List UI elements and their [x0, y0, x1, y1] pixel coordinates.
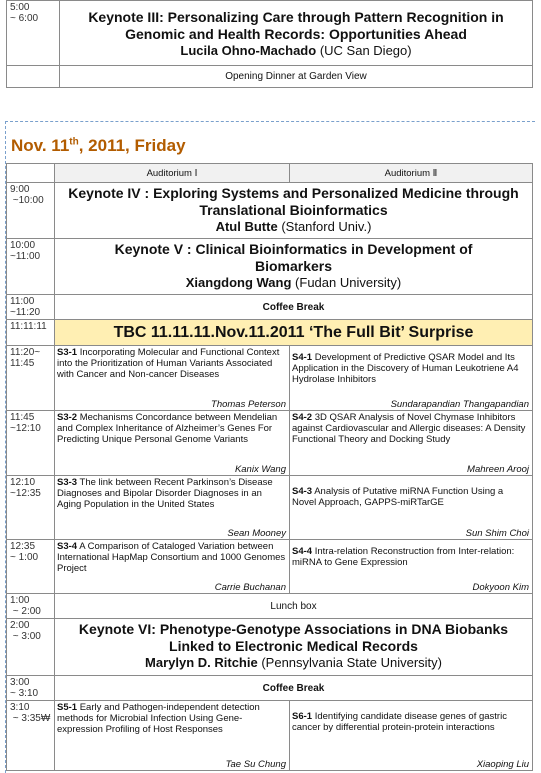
time-cell: 11:11:11: [7, 320, 55, 346]
keynote5-cell: [55, 239, 533, 295]
time-cell: 11:00 ~11:20: [7, 295, 55, 320]
session-s4-4: S4-4 Intra-relation Reconstruction from Inter-relation: miRNA to Gene Expression Dokyoon Kim: [290, 540, 533, 594]
lunch-cell: Lunch box: [55, 594, 533, 619]
time-cell: 1:00 ~ 2:00: [7, 594, 55, 619]
section-divider: [5, 121, 535, 122]
keynote3-cell: [60, 1, 533, 66]
day-heading: Nov. 11th, 2011, Friday: [11, 136, 186, 155]
session-s4-1: S4-1 Development of Predictive QSAR Model and Its Application in the Discovery of Human Leukotriene A4 Hydrolase Inhibitors Sundarapandian Thangapandian: [290, 346, 533, 411]
schedule-table: [6, 163, 533, 771]
empty-time-cell: [7, 66, 60, 88]
coffee-break-1: Coffee Break: [55, 295, 533, 320]
auditorium-1-header: Auditorium Ⅰ: [55, 164, 290, 183]
keynote6-title: Keynote VI: Phenotype-Genotype Associations in DNA Biobanks Linked to Electronic Medical Records: [78, 621, 509, 654]
keynote4-speaker: Atul Butte (Stanford Univ.): [215, 219, 372, 234]
session-s5-1: S5-1 Early and Pathogen-independent detection methods for Microbial Infection Using Gene-expression Profiling of Host Responses Tae Su Chung: [55, 701, 290, 771]
session-s4-3: S4-3 Analysis of Putative miRNA Function Using a Novel Approach, GAPPS-miRTarGE Sun Shim Choi: [290, 476, 533, 540]
keynote5-speaker: Xiangdong Wang (Fudan University): [185, 275, 402, 290]
time-cell: 12:10 ~12:35: [7, 476, 55, 540]
keynote5-title: Keynote V : Clinical Bioinformatics in Development of Biomarkers: [114, 241, 473, 274]
day1-evening-table: [6, 0, 533, 88]
session-s3-4: S3-4 A Comparison of Cataloged Variation between International HapMap Consortium and 1000 Genomes Project Carrie Buchanan: [55, 540, 290, 594]
keynote3-title: Keynote III: Personalizing Care through Pattern Recognition in Genomic and Health Records: Opportunities Ahead: [88, 9, 504, 42]
session-s3-1: S3-1 Incorporating Molecular and Functional Context into the Prioritization of Human Variants Associated with Cancer and Non-cancer Diseases Thomas Peterson: [55, 346, 290, 411]
session-s4-2: S4-2 3D QSAR Analysis of Novel Chymase Inhibitors against Cardiovascular and Allergic diseases: A Density Functional Theory and Docking Study Mahreen Arooj: [290, 411, 533, 476]
time-cell: 12:35 ~ 1:00: [7, 540, 55, 594]
keynote6-cell: [55, 619, 533, 676]
header-empty: [7, 164, 55, 183]
auditorium-2-header: Auditorium Ⅱ: [290, 164, 533, 183]
time-cell: 3:00 ~ 3:10: [7, 676, 55, 701]
session-s3-2: S3-2 Mechanisms Concordance between Mendelian and Complex Inheritance of Alzheimer’s Genes For Predicting Unique Personal Genome Variants Kanix Wang: [55, 411, 290, 476]
keynote4-cell: [55, 183, 533, 239]
keynote3-speaker: Lucila Ohno-Machado (UC San Diego): [180, 43, 412, 58]
time-cell: 9:00 ~10:00: [7, 183, 55, 239]
time-cell: 5:00 ~ 6:00: [7, 1, 60, 66]
dinner-cell: Opening Dinner at Garden View: [60, 66, 533, 88]
time-cell: 11:20~ 11:45: [7, 346, 55, 411]
tbc-banner: TBC 11.11.11.Nov.11.2011 ‘The Full Bit’ Surprise: [55, 320, 533, 346]
keynote4-title: Keynote IV : Exploring Systems and Personalized Medicine through Translational Bioinformatics: [68, 185, 519, 218]
time-cell: 2:00 ~ 3:00: [7, 619, 55, 676]
coffee-break-2: Coffee Break: [55, 676, 533, 701]
time-cell: 11:45 ~12:10: [7, 411, 55, 476]
keynote6-speaker: Marylyn D. Ritchie (Pennsylvania State University): [145, 655, 442, 670]
session-s6-1: S6-1 Identifying candidate disease genes of gastric cancer by differential protein-protein interactions Xiaoping Liu: [290, 701, 533, 771]
time-cell: 10:00 ~11:00: [7, 239, 55, 295]
session-s3-3: S3-3 The link between Recent Parkinson’s Disease Diagnoses and Bipolar Disorder Diagnoses in an Aging Population in the United States Sean Mooney: [55, 476, 290, 540]
time-cell: 3:10 ~ 3:35₩: [7, 701, 55, 771]
